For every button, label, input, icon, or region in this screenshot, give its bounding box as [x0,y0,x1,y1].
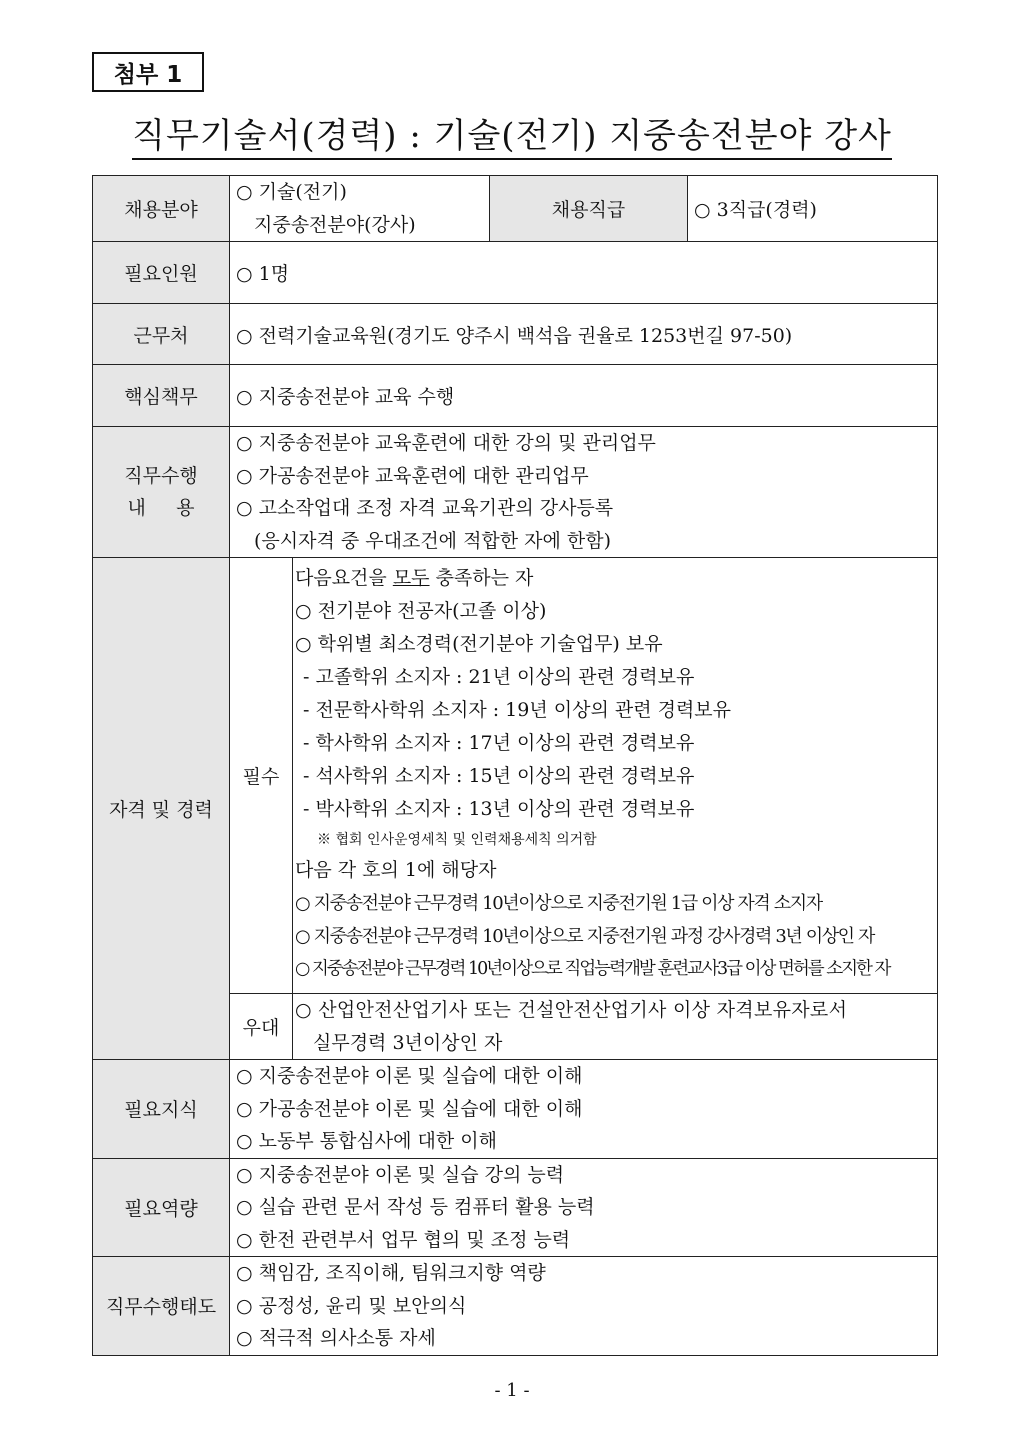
value-preferred: ○ 산업안전산업기사 또는 건설안전산업기사 이상 자격보유자로서 실무경력 3년이상인 자 [293,994,938,1060]
label-field: 채용분야 [93,176,230,242]
value-field: ○ 기술(전기) 지중송전분야(강사) [230,176,490,242]
value-workplace: ○ 전력기술교육원(경기도 양주시 백석읍 권율로 1253번길 97-50) [230,304,938,365]
value-competency: ○ 지중송전분야 이론 및 실습 강의 능력 ○ 실습 관련 문서 작성 등 컴퓨터 활용 능력 ○ 한전 관련부서 업무 협의 및 조정 능력 [230,1158,938,1257]
label-qualification: 자격 및 경력 [93,558,230,1060]
alt-intro: 다음 각 호의 1에 해당자 [295,859,497,881]
row-duty-content [93,427,938,558]
required-intro: 다음요건을 모두 충족하는 자 [295,567,534,589]
value-attitude: ○ 책임감, 조직이해, 팀워크지향 역량 ○ 공정성, 윤리 및 보안의식 ○ 적극적 의사소통 자세 [230,1257,938,1356]
row-field [93,176,938,242]
value-required: 다음요건을 모두 충족하는 자 ○ 전기분야 전공자(고졸 이상) ○ 학위별 최소경력(전기분야 기술업무) 보유 - 고졸학위 소지자 : 21년 이상의 관련 경력보유 - 전문학사학위 소지자 : 19년 이상의 관련 경력보유 - 학사학위 소지자 : 17년 이상의 관련 경력보유 - 석사학위 소지자 : 15년 이상의 관련 경력보유 - 박사학위 소지자 : 13년 이상의 관련 경력보유 ※ 협회 인사운영세칙 및 인력채용세칙 의거함 다음 각 호의 1에 해당자 ○ 지중송전분야 근무경력 10년이상으로 지중전기원 1급 이상 자격 소지자 ○ 지중송전분야 근무경력 10년이상으로 지중전기원 과정 강사경력 3년 이상인 자 ○ 지중송전분야 근무경력 10년이상으로 직업능력개발 훈련교사3급 이상 면허를 소지한 자 [293,558,938,994]
value-knowledge: ○ 지중송전분야 이론 및 실습에 대한 이해 ○ 가공송전분야 이론 및 실습에 대한 이해 ○ 노동부 통합심사에 대한 이해 [230,1060,938,1159]
label-preferred: 우대 [230,994,293,1060]
page-number: - 1 - [494,1380,530,1401]
row-knowledge [93,1060,938,1159]
label-duty-content: 직무수행 내 용 [93,427,230,558]
value-duty-content: ○ 지중송전분야 교육훈련에 대한 강의 및 관리업무 ○ 가공송전분야 교육훈련에 대한 관리업무 ○ 고소작업대 조정 자격 교육기관의 강사등록 (응시자격 중 우대조건에 적합한 자에 한함) [230,427,938,558]
value-grade: ○ 3직급(경력) [688,176,938,242]
row-core-duty [93,365,938,427]
label-headcount: 필요인원 [93,242,230,304]
row-qualification-required [93,558,938,994]
label-knowledge: 필요지식 [93,1060,230,1159]
value-core-duty: ○ 지중송전분야 교육 수행 [230,365,938,427]
row-headcount [93,242,938,304]
attachment-badge: 첨부 1 [92,52,204,92]
label-competency: 필요역량 [93,1158,230,1257]
label-core-duty: 핵심책무 [93,365,230,427]
row-attitude [93,1257,938,1356]
required-note: ※ 협회 인사운영세칙 및 인력채용세칙 의거함 [317,832,597,848]
label-workplace: 근무처 [93,304,230,365]
value-headcount: ○ 1명 [230,242,938,304]
label-required: 필수 [230,558,293,994]
label-grade: 채용직급 [490,176,688,242]
document-title: 직무기술서(경력) : 기술(전기) 지중송전분야 강사 [0,108,1024,157]
row-competency [93,1158,938,1257]
job-description-table [92,175,938,1356]
label-attitude: 직무수행태도 [93,1257,230,1356]
row-workplace [93,304,938,365]
